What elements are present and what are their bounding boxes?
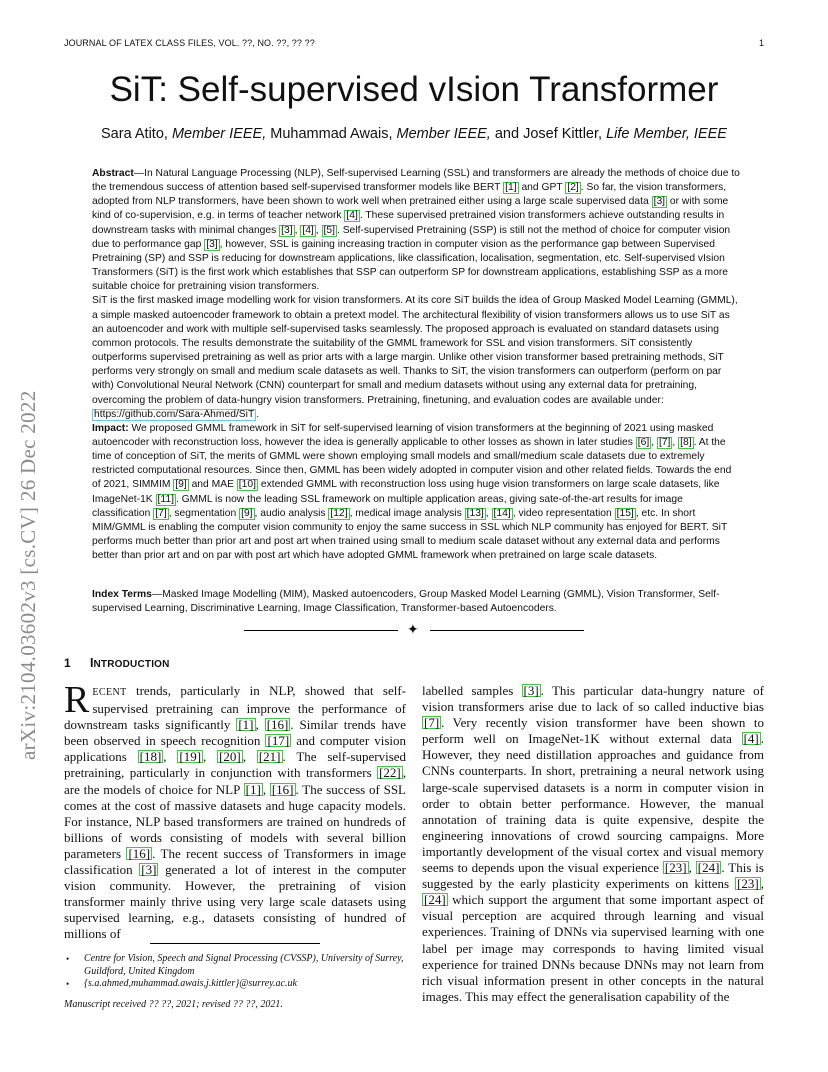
bullet-icon: • xyxy=(66,979,70,989)
citation-link[interactable]: [18] xyxy=(139,749,162,765)
citation-link[interactable]: [23] xyxy=(737,876,759,892)
citation-link[interactable]: [6] xyxy=(637,436,650,448)
text-run: , xyxy=(672,436,679,448)
citation-link[interactable]: [1] xyxy=(505,182,517,194)
citation-link[interactable]: [23] xyxy=(664,860,687,876)
text-run: , audio analysis xyxy=(254,507,329,519)
text-run: . Self-supervised Pretraining (SSP) is still not the method of choice for computer vision due to performance gap xyxy=(92,224,731,250)
separator-line xyxy=(244,630,398,631)
citation-link[interactable]: [9] xyxy=(175,479,187,491)
impact-paragraph xyxy=(92,422,740,564)
body-paragraph xyxy=(64,679,407,943)
author-name: Muhammad Awais, xyxy=(270,126,393,142)
section-title-initial: I xyxy=(90,656,94,670)
citation-link[interactable]: [4] xyxy=(302,224,314,236)
text-run: . Similar trends have been observed in speech recognition xyxy=(64,717,406,749)
text-run: . At the time of conception of SiT, the merits of GMML were shown employing small models and small/medium scale datasets due to extremely restricted computational resources. Since then, GMML has been widely adopted in computer vision and other related fields. Towards the end of 2021, SIMMIM xyxy=(92,436,732,491)
right-column xyxy=(422,683,764,1005)
abstract-label: Abstract xyxy=(92,168,134,179)
author-role: Member IEEE, xyxy=(396,126,491,142)
citation-link[interactable]: [19] xyxy=(179,749,202,765)
paper-title: SiT: Self-supervised vIsion Transformer xyxy=(109,70,719,109)
separator-diamond-icon: ✦ xyxy=(407,622,419,638)
text-run: , xyxy=(242,749,257,765)
arxiv-stamp: arXiv:2104.03602v3 [cs.CV] 26 Dec 2022 xyxy=(16,390,40,760)
footnote-text: Centre for Vision, Speech and Signal Processing (CVSSP), University of Surrey, Guildford, United Kingdom xyxy=(84,953,404,977)
section-title-rest: NTRODUCTION xyxy=(93,659,170,670)
index-terms-label: Index Terms xyxy=(92,589,152,600)
page-number: 1 xyxy=(758,38,764,48)
text-run: and computer vision applications xyxy=(64,733,406,765)
abstract-paragraph xyxy=(92,167,740,294)
citation-link[interactable]: [22] xyxy=(379,765,401,781)
text-run: which support the argument that some important aspect of visual perception are acquired through learning and visual experiences. Training of DNNs via supervised learning with one label per image may corresponds to having limited visual experience for trained DNNs because DNNs may not learn from rich visual information present in other concepts in the natural images. This may effect the generalisation capability of the xyxy=(422,892,764,1004)
index-terms xyxy=(92,588,740,616)
bullet-icon: • xyxy=(66,954,70,964)
footnote-affiliation xyxy=(64,953,412,978)
drop-cap: R xyxy=(64,679,90,721)
citation-link[interactable]: [1] xyxy=(245,781,261,797)
citation-link[interactable]: [8] xyxy=(680,436,692,448)
text-run: , video representation xyxy=(512,507,615,519)
citation-link[interactable]: [4] xyxy=(346,210,358,222)
footnote-emails xyxy=(64,978,412,991)
text-run: extended GMML with reconstruction loss using huge vision transformers on large scale datasets, like ImageNet-1K xyxy=(92,479,720,505)
section-number: 1 xyxy=(64,656,71,670)
text-run: , segmentation xyxy=(168,507,240,519)
text-run: , are the models of choice for NLP xyxy=(64,765,406,797)
separator-line xyxy=(430,630,584,631)
citation-link[interactable]: [16] xyxy=(271,781,294,797)
citation-link[interactable]: [24] xyxy=(697,860,720,876)
citation-link[interactable]: [15] xyxy=(616,507,634,519)
text-run: . The success of SSL comes at the cost of massive datasets and huge capacity models. For instance, NLP based transformers are trained on hundreds of billions of words consisting of models with several billion parameters xyxy=(64,781,406,861)
smallcaps-lead: ECENT xyxy=(92,687,127,698)
text-run: , xyxy=(163,749,178,765)
text-run: , etc. In short MIM/GMML is enabling the computer vision community to enjoy the same success in SSL which NLP community has enjoyed for BERT. SiT performs much better than prior art and post art when trained using small to medium scale dataset without any external data and performs better than prior art and on par with post art which have adopted GMML framework when pretrained on large scale datasets. xyxy=(92,507,728,562)
citation-link[interactable]: [2] xyxy=(567,182,579,194)
citation-link[interactable]: [12] xyxy=(330,507,348,519)
citation-link[interactable]: [9] xyxy=(241,507,253,519)
citation-link[interactable]: [3] xyxy=(523,683,539,698)
text-run: SiT is the first masked image modelling work for vision transformers. At its core SiT builds the idea of Group Masked Model Learning (GMML), a simple masked autoencoder framework to obtain a pretext model. The architectural flexibility of vision transformers allows us to use SiT as an autoencoder and work with multiple self-supervised tasks seamlessly. The proposed approach is evaluated on standard datasets using common protocols. The results demonstrate the suitability of the GMML framework for SSL and vision transformers. SiT consistently outperforms supervised pretraining as well as prior arts with a large margin. Unlike other vision transformer based pretraining methods, SiT performs very strongly on small and medium scale datasets as well. Thanks to SiT, the vision transformers can outperform (perform on par with) Convolutional Neural Network (CNN) counterpart for small and medium datasets without using any external data for pretraining, overcoming the problem of data-hungry vision transformers. Pretraining, finetuning, and evaluation codes are available under: xyxy=(92,295,738,406)
citation-link[interactable]: [21] xyxy=(258,749,281,765)
text-run: , xyxy=(688,860,696,876)
text-run: and MAE xyxy=(188,479,237,491)
citation-link[interactable]: [13] xyxy=(466,507,484,519)
body-paragraph xyxy=(422,683,764,1005)
text-run: . So far, the vision transformers, adopted from NLP transformers, have been shown to work well when pretrained either using a large scale supervised data xyxy=(92,182,727,208)
citation-link[interactable]: [11] xyxy=(157,493,174,505)
citation-link[interactable]: [1] xyxy=(238,717,254,733)
text-run: generated a lot of interest in the computer vision community. However, the pretraining of vision transformer mainly thrive using very large scale datasets using supervised learning, e.g., datasets consisting of hundred of millions of xyxy=(64,862,406,942)
author-line xyxy=(64,126,764,142)
citation-link[interactable]: [16] xyxy=(266,717,289,733)
left-column xyxy=(64,679,407,943)
text-run: . xyxy=(256,408,260,420)
text-run: , xyxy=(651,436,657,448)
citation-link[interactable]: [7] xyxy=(155,507,167,519)
text-run: . This is suggested by the early plasticity experiments on kittens xyxy=(422,860,764,892)
text-run: labelled samples xyxy=(422,683,522,698)
section-heading xyxy=(64,656,170,670)
citation-link[interactable]: [10] xyxy=(238,479,256,491)
footnotes xyxy=(64,953,412,1011)
abstract-paragraph xyxy=(92,294,740,421)
citation-link[interactable]: [14] xyxy=(493,507,511,519)
citation-link[interactable]: [7] xyxy=(658,436,671,448)
text-run: , however, SSL is gaining increasing traction in computer vision as the performance gap between Supervised Pretraining (SP) and SSP is reducing for downstream applications, like classification, localisation, segmentation, etc. Self-supervised vIsion Transformers (SiT) is the first work which establishes that SSP can outperform SP for downstream applications, establishing SSP as a more suitable choice for pretraining vision transformers. xyxy=(92,238,729,293)
citation-link[interactable]: [5] xyxy=(323,224,335,236)
citation-link[interactable]: [4] xyxy=(743,731,759,747)
text-run: and GPT xyxy=(518,182,566,194)
citation-link[interactable]: [3] xyxy=(281,224,293,236)
citation-link[interactable]: [16] xyxy=(128,845,151,861)
author-name: and Josef Kittler, xyxy=(494,126,603,142)
text-run: , xyxy=(294,224,301,236)
citation-link[interactable]: [3] xyxy=(141,862,157,878)
text-run: We proposed GMML framework in SiT for self-supervised learning of vision transformers at the beginning of 2021 using masked autoencoder with reconstruction loss, however the idea is generally applicable to other losses as shown in later studies xyxy=(92,422,714,448)
text-run: , xyxy=(760,876,764,892)
text-run: , xyxy=(315,224,322,236)
abstract-section xyxy=(92,167,740,563)
footnote-rule xyxy=(150,943,320,944)
text-run: . This particular data-hungry nature of vision transformers arise due to lack of so called inductive bias xyxy=(422,683,764,715)
citation-link[interactable]: [24] xyxy=(424,892,446,908)
manuscript-received: Manuscript received ?? ??, 2021; revised ?? ??, 2021. xyxy=(64,998,283,1010)
index-terms-text: —Masked Image Modelling (MIM), Masked autoencoders, Group Masked Model Learning (GMML), Vision Transformer, Self-supervised Learning, Discriminative Learning, Image Classification, Transformer-based Autoencoders. xyxy=(92,589,720,615)
impact-label: Impact: xyxy=(92,422,129,434)
text-run: trends, particularly in NLP, showed that self-supervised pretraining can improve the performance of downstream tasks significantly xyxy=(64,683,406,733)
code-url-link[interactable]: https://github.com/Sara-Ahmed/SiT xyxy=(94,408,255,420)
text-run: . GMML is now the leading SSL framework on multiple application areas, giving sate-of-the-art results for image classification xyxy=(92,493,683,519)
citation-link[interactable]: [3] xyxy=(653,196,666,208)
text-run: , xyxy=(203,749,218,765)
author-name: Sara Atito, xyxy=(101,126,168,142)
text-run: . The recent success of Transformers in image classification xyxy=(64,845,406,878)
text-run: , medical image analysis xyxy=(349,507,465,519)
footnote-text: {s.a.ahmed,muhammad.awais,j.kittler}@surrey.ac.uk xyxy=(84,978,297,989)
text-run: , xyxy=(485,507,492,519)
running-head: JOURNAL OF LATEX CLASS FILES, VOL. ??, NO. ??, ?? ?? xyxy=(64,38,315,48)
author-role: Life Member, IEEE xyxy=(606,126,727,142)
text-run: . However, they need distillation approaches and guidance from CNNs counterparts. In short, pretraining a neural network using large-scale supervised datasets is a norm in computer vision in order to obtain better performance. However, the manual annotation of training data is quite expensive, despite the engineering innovations of crowd sourcing campaigns. More importantly development of the visual cortex and visual memory seems to depends upon the visual experience xyxy=(422,731,764,876)
text-run: . These supervised pretrained vision transformers achieve outstanding results in downstream tasks with minimal changes xyxy=(92,210,725,236)
author-role: Member IEEE, xyxy=(171,126,267,142)
citation-link[interactable]: [7] xyxy=(424,715,440,731)
citation-link[interactable]: [20] xyxy=(219,749,241,765)
text-run: , xyxy=(262,781,270,797)
citation-link[interactable]: [17] xyxy=(267,733,290,749)
text-run: or with some kind of co-supervision, e.g. in terms of teacher network xyxy=(92,196,729,222)
text-run: . The self-supervised pretraining, particularly in conjunction with transformers xyxy=(64,749,407,781)
text-run: , xyxy=(255,717,265,733)
citation-link[interactable]: [3] xyxy=(206,238,218,250)
text-run: —In Natural Language Processing (NLP), Self-supervised Learning (SSL) and transformers are already the methods of choice due to the tremendous success of attention based self-supervised transformer models like BERT xyxy=(92,168,740,194)
text-run: . Very recently vision transformer have been shown to perform well on ImageNet-1K without external data xyxy=(422,715,764,747)
